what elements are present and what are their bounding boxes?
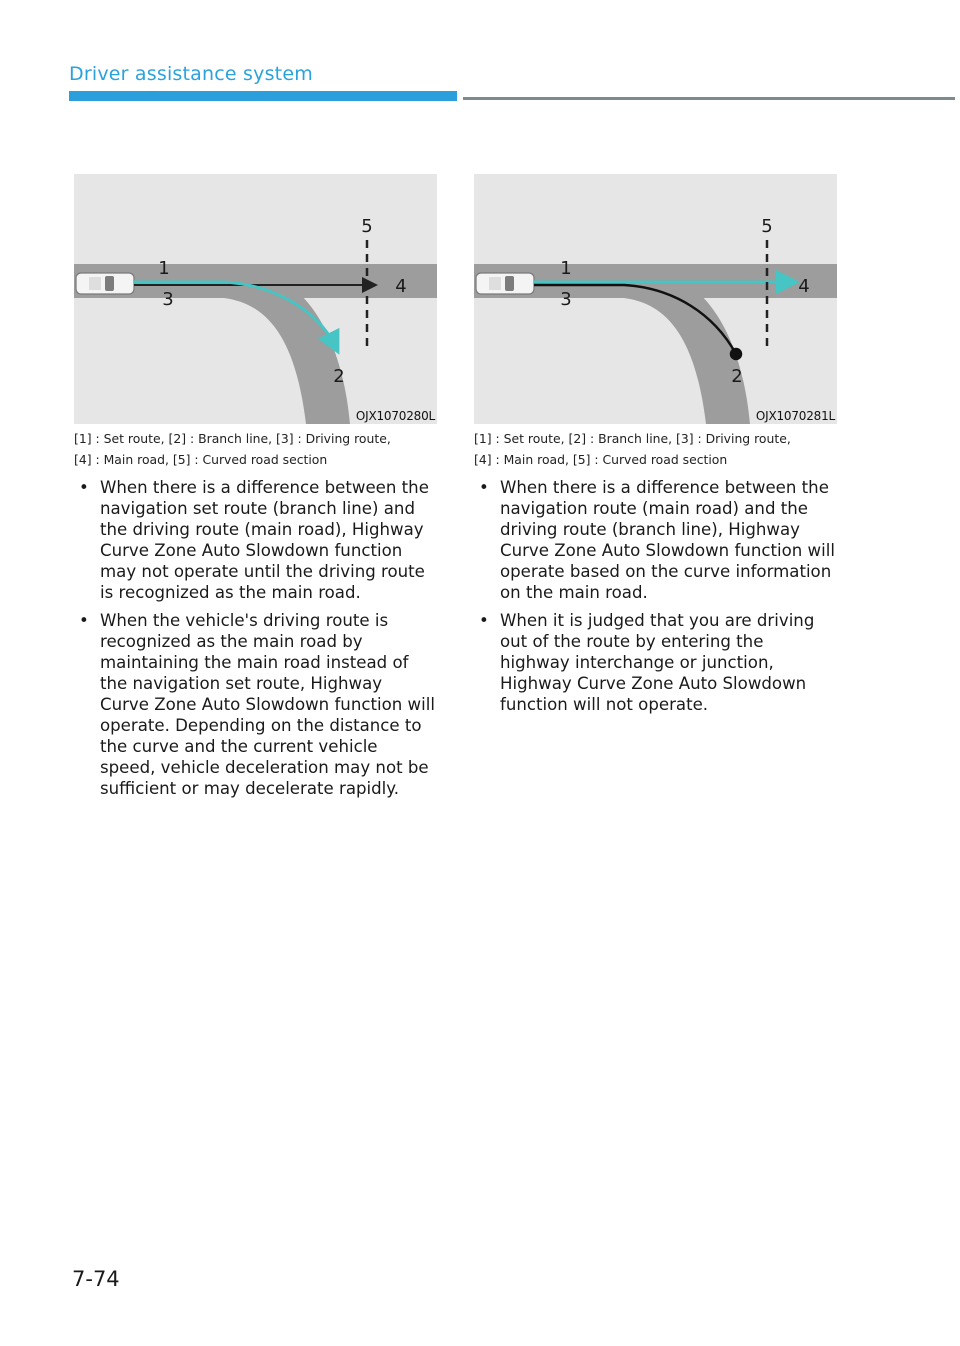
bullet-list-left: [74, 477, 436, 806]
label-2: 2: [731, 366, 743, 387]
bullet-icon: •: [479, 478, 489, 497]
header-rule: [463, 97, 955, 100]
label-5: 5: [761, 216, 773, 237]
caption-line: [4] : Main road, [5] : Curved road section: [74, 452, 328, 467]
list-item: [474, 610, 836, 715]
bullet-list-right: [474, 477, 836, 722]
bullet-icon: •: [79, 478, 89, 497]
caption-line: [4] : Main road, [5] : Curved road section: [474, 452, 728, 467]
label-3: 3: [560, 289, 572, 310]
list-item-text: When there is a difference between the navigation set route (branch line) and the driving route (main road), Highway Curve Zone Auto Slowdown function may not operate until the driving route is recognized as the main road.: [100, 478, 429, 602]
road-diagram: [74, 174, 437, 424]
figure-caption-left: [74, 428, 454, 470]
label-2: 2: [333, 366, 345, 387]
list-item: [74, 477, 436, 603]
caption-line: [1] : Set route, [2] : Branch line, [3] : Driving route,: [474, 431, 791, 446]
vehicle-icon: [76, 273, 134, 294]
bullet-icon: •: [479, 611, 489, 630]
list-item-text: When it is judged that you are driving out of the route by entering the highway interchange or junction, Highway Curve Zone Auto Slowdown function will not operate.: [500, 611, 815, 714]
label-3: 3: [162, 289, 174, 310]
header-accent-bar: [69, 91, 457, 101]
page-number: 7-74: [72, 1267, 120, 1291]
bullet-icon: •: [79, 611, 89, 630]
road-diagram: [474, 174, 837, 424]
label-1: 1: [560, 258, 572, 279]
label-4: 4: [395, 276, 407, 297]
label-5: 5: [361, 216, 373, 237]
list-item: [474, 477, 836, 603]
figure-code: OJX1070280L: [355, 409, 435, 423]
label-1: 1: [158, 258, 170, 279]
caption-line: [1] : Set route, [2] : Branch line, [3] : Driving route,: [74, 431, 391, 446]
figure-code: OJX1070281L: [755, 409, 835, 423]
list-item-text: When the vehicle's driving route is recognized as the main road by maintaining the main road instead of the navigation set route, Highway Curve Zone Auto Slowdown function will operate. Depending on the distance to the curve and the current vehicle speed, vehicle deceleration may not be sufficient or may decelerate rapidly.: [100, 611, 435, 798]
list-item: [74, 610, 436, 799]
label-4: 4: [798, 276, 810, 297]
list-item-text: When there is a difference between the navigation route (main road) and the driving route (branch line), Highway Curve Zone Auto Slowdown function will operate based on the curve information on the main road.: [500, 478, 835, 602]
section-title: Driver assistance system: [69, 63, 313, 85]
figure-set-route-branch: [74, 174, 437, 424]
vehicle-icon: [476, 273, 534, 294]
figure-set-route-main: [474, 174, 837, 424]
figure-caption-right: [474, 428, 854, 470]
